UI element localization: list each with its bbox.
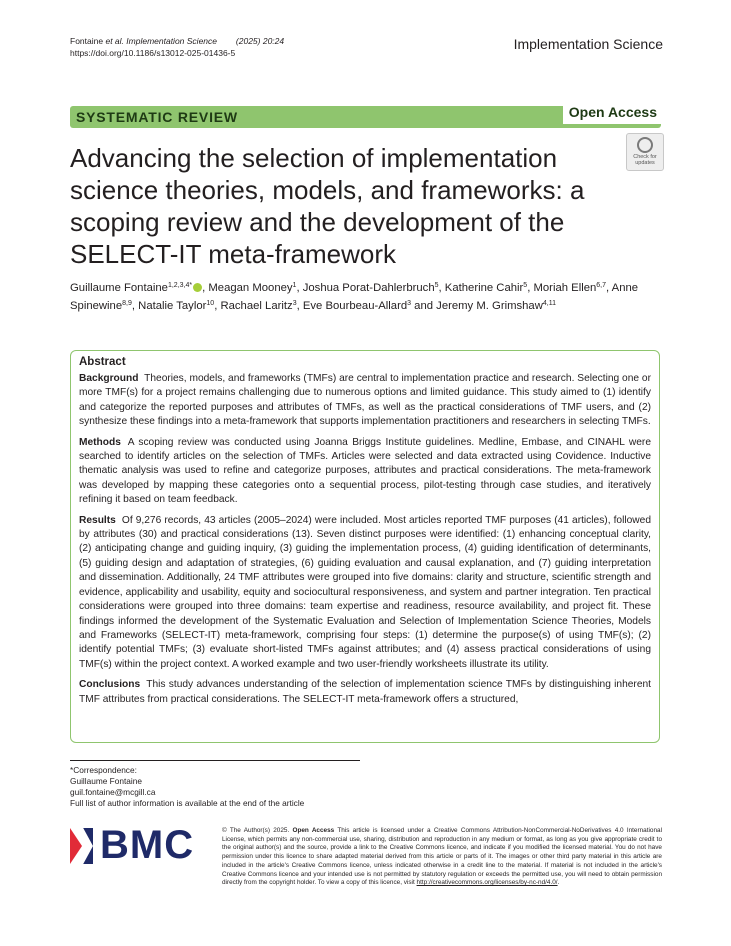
abstract-methods — [79, 436, 651, 508]
author-affiliation: 5 — [434, 282, 439, 289]
license-text: This article is licensed under a Creative Commons Attribution-NonCommercial-NoDerivatives 4.0 International License, which permits any non-commercial use, sharing, distribution and reproduction in any medium or format, as long as you give appropriate credit to the original author(s) and the source, provide a link to the Creative Commons licence, and indicate if you modified the licensed material. You do not have permission under this licence to share adapted material derived from this article or parts of it. The images or other third party material in this article are included in the article's Creative Commons licence, unless indicated otherwise in a credit line to the material. If material is not included in the article's Creative Commons licence and your intended use is not permitted by statutory regulation or exceeds the permitted use, you will need to obtain permission directly from the copyright holder. To view a copy of this licence, visit — [222, 827, 662, 887]
author-name: Joshua Porat-Dahlerbruch — [302, 282, 435, 294]
abstract-conclusions — [79, 678, 651, 707]
author-separator: , — [296, 300, 303, 312]
author-list — [70, 279, 662, 315]
citation-authors: Fontaine — [70, 36, 104, 46]
correspondence-label: *Correspondence: — [70, 765, 137, 775]
correspondence-name: Guillaume Fontaine — [70, 776, 142, 786]
section-text: Of 9,276 records, 43 articles (2005–2024) were included. Most articles reported TMF purposes (41 articles), followed by attributes (30) and practical considerations (13). Seven distinct purposes were identified: (1) enhancing conceptual clarity, (2) anticipating change and guiding inquiry, (3) guiding the implementation process, (4) guiding identification of determinants, (5) guiding design and adaptation of strategies, (6) guiding evaluation and causal explanation, and (7) guiding interpretation and dissemination. Additionally, 24 TMF attributes were grouped into five domains: clarity and structure, scientific strength and evidence, applicability and usability, equity and sociocultural responsiveness, and system and partner integration. Ten practical considerations were grouped into three domains: team expertise and readiness, resource availability, and project fit. These findings informed the development of the Systematic Evaluation and Selection of Implementation Science Theories, Models and Frameworks (SELECT-IT) meta-framework, comprising four steps: (1) determine the purpose(s) of using TMF(s); (2) identify potential TMFs; (3) evaluate short-listed TMFs against attributes; and (4) assess practical considerations of using TMF(s) within the project context. A worked example and two user-friendly worksheets illustrate its utility. — [79, 514, 651, 670]
running-header — [70, 35, 284, 59]
doi-link[interactable]: https://doi.org/10.1186/s13012-025-01436-5 — [70, 48, 236, 58]
author-affiliation: 1,2,3,4* — [167, 282, 193, 289]
author-name: Eve Bourbeau-Allard — [302, 300, 408, 312]
author-affiliation: 6,7 — [596, 282, 607, 289]
abstract-box — [70, 350, 660, 743]
author-affiliation: 4,11 — [542, 300, 556, 307]
author-name: Natalie Taylor — [138, 300, 207, 312]
correspondence-block — [70, 765, 304, 809]
author-separator: and — [411, 300, 437, 312]
abstract-results — [79, 514, 651, 672]
section-text: A scoping review was conducted using Joanna Briggs Institute guidelines. Medline, Embase, and CINAHL were searched to identify articles on the selection of TMFs. Articles were selected and data extracted using Covidence. Inductive thematic analysis was used to refine and categorize purposes, attributes and practical considerations. The meta-framework was developed by mapping these categories onto a sequential process, pilot-testing through case studies, and iteratively refining it based on team feedback. — [79, 436, 651, 506]
abstract-background — [79, 372, 651, 430]
check-updates-label: updates — [635, 160, 655, 166]
section-label: Methods — [79, 436, 121, 448]
article-type: SYSTEMATIC REVIEW — [76, 109, 238, 125]
section-text: This study advances understanding of the selection of implementation science TMFs by distinguishing inherent TMF attributes from practical considerations. The SELECT-IT meta-framework offers a structured, — [79, 679, 651, 705]
article-title: Advancing the selection of implementation science theories, models, and frameworks: a scoping review and the development of the SELECT-IT meta-framework — [70, 143, 585, 269]
author-name: Anne Spinewine — [70, 282, 639, 312]
abstract-heading: Abstract — [79, 356, 126, 368]
author-affiliation: 5 — [523, 282, 528, 289]
author-affiliation: 1 — [292, 282, 297, 289]
author-separator: , — [606, 282, 612, 294]
section-label: Results — [79, 514, 116, 526]
author-name: Guillaume Fontaine — [70, 282, 168, 294]
author-separator: , — [202, 282, 209, 294]
footnote-divider — [70, 760, 360, 761]
check-for-updates-button[interactable] — [626, 133, 664, 171]
author-name: Jeremy M. Grimshaw — [436, 300, 543, 312]
logo-text: BMC — [100, 823, 195, 867]
author-separator: , — [527, 282, 534, 294]
author-affiliation: 3 — [407, 300, 412, 307]
citation-line — [70, 35, 284, 47]
author-affiliation: 8,9 — [122, 300, 132, 307]
section-label: Conclusions — [79, 679, 141, 691]
bmc-logo — [70, 825, 205, 869]
orcid-icon[interactable] — [193, 283, 202, 292]
citation-etal: et al. — [105, 36, 124, 46]
correspondence-email[interactable]: guil.fontaine@mcgill.ca — [70, 787, 156, 797]
author-name: Katherine Cahir — [444, 282, 524, 294]
section-text: Theories, models, and frameworks (TMFs) are central to implementation practice and research. Selecting one or more TMF(s) for a project remains challenging due to numerous options and limited guidance. This study aimed to (1) identify and categorize the reported purposes and attributes of TMFs, as well as the practical considerations of TMF users, and (2) synthesize these findings into a meta-framework that supports implementation practitioners and researchers in selecting TMFs. — [79, 373, 651, 428]
author-name: Meagan Mooney — [208, 282, 293, 294]
author-affiliation: 3 — [292, 300, 297, 307]
copyright-text: © The Author(s) 2025. — [222, 827, 290, 834]
author-separator: , — [438, 282, 445, 294]
author-separator: , — [296, 282, 303, 294]
author-affiliation: 10 — [206, 300, 215, 307]
author-name: Moriah Ellen — [533, 282, 597, 294]
open-access-bold: Open Access — [292, 827, 335, 834]
check-updates-label: Check for — [633, 154, 657, 160]
open-access-label: Open Access — [563, 102, 661, 124]
license-link[interactable]: http://creativecommons.org/licenses/by-nc-nd/4.0/ — [416, 879, 558, 887]
journal-name: Implementation Science — [513, 36, 663, 52]
author-separator: , — [214, 300, 221, 312]
citation-year-volume: (2025) 20:24 — [235, 36, 285, 46]
author-name: Rachael Laritz — [220, 300, 293, 312]
author-info-note: Full list of author information is available at the end of the article — [70, 798, 305, 808]
logo-red-chevron — [70, 828, 82, 864]
license-statement — [222, 827, 662, 888]
citation-journal: Implementation Science — [126, 36, 217, 46]
author-separator: , — [131, 300, 139, 312]
section-label: Background — [79, 373, 139, 384]
license-end: . — [557, 879, 560, 887]
check-updates-icon — [637, 137, 653, 153]
article-type-banner — [70, 106, 661, 128]
